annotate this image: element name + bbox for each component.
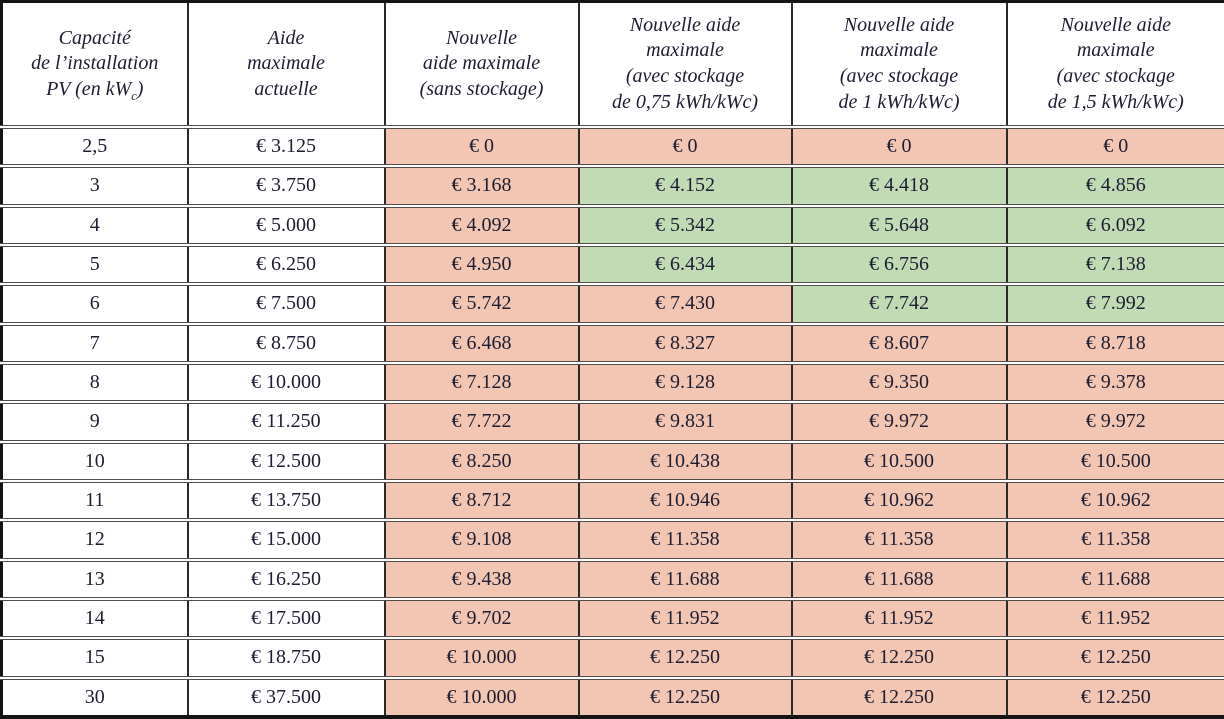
new-aid-no-storage-cell: € 7.722: [385, 402, 579, 441]
new-aid-storage-15-cell: € 7.138: [1007, 245, 1224, 284]
header-line: de l’installation: [31, 52, 159, 75]
header-line: Capacité: [58, 26, 131, 49]
new-aid-no-storage-cell: € 10.000: [385, 638, 579, 677]
header-line: actuelle: [254, 77, 318, 100]
current-aid-cell: € 16.250: [188, 560, 385, 599]
new-aid-no-storage-cell: € 8.712: [385, 481, 579, 520]
header-new-aid-storage-15: [1007, 2, 1224, 128]
header-line: maximale: [860, 39, 938, 62]
table-row: [2, 206, 1224, 245]
header-new-aid-storage-1: [792, 2, 1007, 128]
current-aid-cell: € 18.750: [188, 638, 385, 677]
new-aid-no-storage-cell: € 6.468: [385, 324, 579, 363]
new-aid-storage-1-cell: € 4.418: [792, 166, 1007, 205]
capacity-cell: 14: [2, 599, 188, 638]
new-aid-storage-15-cell: € 0: [1007, 127, 1224, 166]
new-aid-no-storage-cell: € 8.250: [385, 442, 579, 481]
header-line: (avec stockage: [839, 65, 959, 87]
new-aid-no-storage-cell: € 5.742: [385, 284, 579, 323]
current-aid-cell: € 13.750: [188, 481, 385, 520]
header-capacity: [2, 2, 188, 128]
new-aid-storage-075-cell: € 9.831: [579, 402, 792, 441]
new-aid-storage-1-cell: € 9.972: [792, 402, 1007, 441]
current-aid-cell: € 3.125: [188, 127, 385, 166]
header-line: (avec stockage: [1056, 65, 1175, 87]
table-row: [2, 599, 1224, 638]
subscript-c: c: [131, 88, 137, 103]
new-aid-storage-075-cell: € 11.952: [579, 599, 792, 638]
current-aid-cell: € 3.750: [188, 166, 385, 205]
new-aid-storage-15-cell: € 6.092: [1007, 206, 1224, 245]
new-aid-storage-075-cell: € 4.152: [579, 166, 792, 205]
current-aid-cell: € 10.000: [188, 363, 385, 402]
current-aid-cell: € 7.500: [188, 284, 385, 323]
header-line: Nouvelle aide: [629, 13, 741, 36]
new-aid-storage-15-cell: € 10.500: [1007, 442, 1224, 481]
header-current-aid: [188, 2, 385, 128]
capacity-cell: 8: [2, 363, 188, 402]
current-aid-cell: € 11.250: [188, 402, 385, 441]
table-row: [2, 442, 1224, 481]
new-aid-storage-15-cell: € 11.952: [1007, 599, 1224, 638]
header-line: Nouvelle aide: [843, 13, 955, 36]
header-line: Nouvelle: [445, 26, 518, 49]
new-aid-storage-15-cell: € 7.992: [1007, 284, 1224, 323]
capacity-cell: 11: [2, 481, 188, 520]
new-aid-storage-075-cell: € 12.250: [579, 678, 792, 717]
new-aid-no-storage-cell: € 3.168: [385, 166, 579, 205]
table-row: [2, 481, 1224, 520]
header-new-aid-no-storage: [385, 2, 579, 128]
capacity-cell: 30: [2, 678, 188, 717]
new-aid-storage-1-cell: € 7.742: [792, 284, 1007, 323]
new-aid-storage-075-cell: € 0: [579, 127, 792, 166]
header-line: maximale: [1076, 39, 1155, 62]
capacity-cell: 10: [2, 442, 188, 481]
table-row: [2, 166, 1224, 205]
header-line: de 0,75 kWh/kWc): [611, 90, 759, 113]
header-line: Aide: [267, 26, 305, 49]
capacity-cell: 12: [2, 520, 188, 559]
new-aid-storage-075-cell: € 10.438: [579, 442, 792, 481]
current-aid-cell: € 17.500: [188, 599, 385, 638]
new-aid-storage-1-cell: € 0: [792, 127, 1007, 166]
header-row: [2, 2, 1224, 128]
header-line: Nouvelle aide: [1060, 13, 1172, 36]
new-aid-storage-1-cell: € 10.962: [792, 481, 1007, 520]
new-aid-storage-15-cell: € 8.718: [1007, 324, 1224, 363]
new-aid-storage-075-cell: € 7.430: [579, 284, 792, 323]
new-aid-storage-15-cell: € 12.250: [1007, 638, 1224, 677]
new-aid-storage-1-cell: € 11.688: [792, 560, 1007, 599]
new-aid-storage-15-cell: € 12.250: [1007, 678, 1224, 717]
new-aid-storage-075-cell: € 6.434: [579, 245, 792, 284]
header-new-aid-storage-075: [579, 2, 792, 128]
new-aid-storage-1-cell: € 8.607: [792, 324, 1007, 363]
new-aid-storage-075-cell: € 10.946: [579, 481, 792, 520]
new-aid-storage-1-cell: € 6.756: [792, 245, 1007, 284]
new-aid-storage-1-cell: € 9.350: [792, 363, 1007, 402]
new-aid-storage-075-cell: € 11.358: [579, 520, 792, 559]
current-aid-cell: € 12.500: [188, 442, 385, 481]
current-aid-cell: € 5.000: [188, 206, 385, 245]
table-body: [2, 127, 1224, 717]
header-line: maximale: [247, 52, 325, 75]
new-aid-storage-15-cell: € 4.856: [1007, 166, 1224, 205]
capacity-cell: 13: [2, 560, 188, 599]
new-aid-storage-15-cell: € 10.962: [1007, 481, 1224, 520]
new-aid-no-storage-cell: € 9.438: [385, 560, 579, 599]
new-aid-storage-1-cell: € 11.952: [792, 599, 1007, 638]
table-row: [2, 324, 1224, 363]
new-aid-storage-15-cell: € 11.688: [1007, 560, 1224, 599]
new-aid-storage-1-cell: € 12.250: [792, 638, 1007, 677]
capacity-cell: 9: [2, 402, 188, 441]
new-aid-storage-1-cell: € 5.648: [792, 206, 1007, 245]
new-aid-storage-075-cell: € 9.128: [579, 363, 792, 402]
table-row: [2, 560, 1224, 599]
new-aid-no-storage-cell: € 9.702: [385, 599, 579, 638]
table-row: [2, 245, 1224, 284]
current-aid-cell: € 37.500: [188, 678, 385, 717]
header-line: (avec stockage: [625, 65, 745, 87]
header-line: de 1,5 kWh/kWc): [1047, 90, 1184, 113]
new-aid-storage-075-cell: € 12.250: [579, 638, 792, 677]
new-aid-no-storage-cell: € 4.950: [385, 245, 579, 284]
new-aid-storage-1-cell: € 11.358: [792, 520, 1007, 559]
new-aid-no-storage-cell: € 9.108: [385, 520, 579, 559]
current-aid-cell: € 6.250: [188, 245, 385, 284]
current-aid-cell: € 8.750: [188, 324, 385, 363]
capacity-cell: 2,5: [2, 127, 188, 166]
new-aid-storage-1-cell: € 12.250: [792, 678, 1007, 717]
new-aid-storage-1-cell: € 10.500: [792, 442, 1007, 481]
new-aid-storage-075-cell: € 11.688: [579, 560, 792, 599]
header-line: de 1 kWh/kWc): [838, 90, 960, 113]
new-aid-storage-15-cell: € 11.358: [1007, 520, 1224, 559]
new-aid-storage-15-cell: € 9.378: [1007, 363, 1224, 402]
capacity-cell: 6: [2, 284, 188, 323]
table-header: [2, 2, 1224, 128]
capacity-cell: 5: [2, 245, 188, 284]
header-line: PV (en $kW_c$): [46, 77, 144, 103]
new-aid-no-storage-cell: € 4.092: [385, 206, 579, 245]
new-aid-storage-075-cell: € 8.327: [579, 324, 792, 363]
table-row: [2, 402, 1224, 441]
header-line: aide maximale: [422, 52, 541, 75]
current-aid-cell: € 15.000: [188, 520, 385, 559]
table-row: [2, 127, 1224, 166]
header-line: (sans stockage): [419, 77, 544, 100]
new-aid-no-storage-cell: € 10.000: [385, 678, 579, 717]
new-aid-storage-15-cell: € 9.972: [1007, 402, 1224, 441]
table-row: [2, 520, 1224, 559]
capacity-cell: 7: [2, 324, 188, 363]
capacity-cell: 3: [2, 166, 188, 205]
new-aid-no-storage-cell: € 0: [385, 127, 579, 166]
table-row: [2, 363, 1224, 402]
table-row: [2, 284, 1224, 323]
capacity-cell: 4: [2, 206, 188, 245]
capacity-cell: 15: [2, 638, 188, 677]
table-row: [2, 638, 1224, 677]
new-aid-no-storage-cell: € 7.128: [385, 363, 579, 402]
new-aid-storage-075-cell: € 5.342: [579, 206, 792, 245]
header-line: maximale: [646, 39, 724, 62]
table-row: [2, 678, 1224, 717]
